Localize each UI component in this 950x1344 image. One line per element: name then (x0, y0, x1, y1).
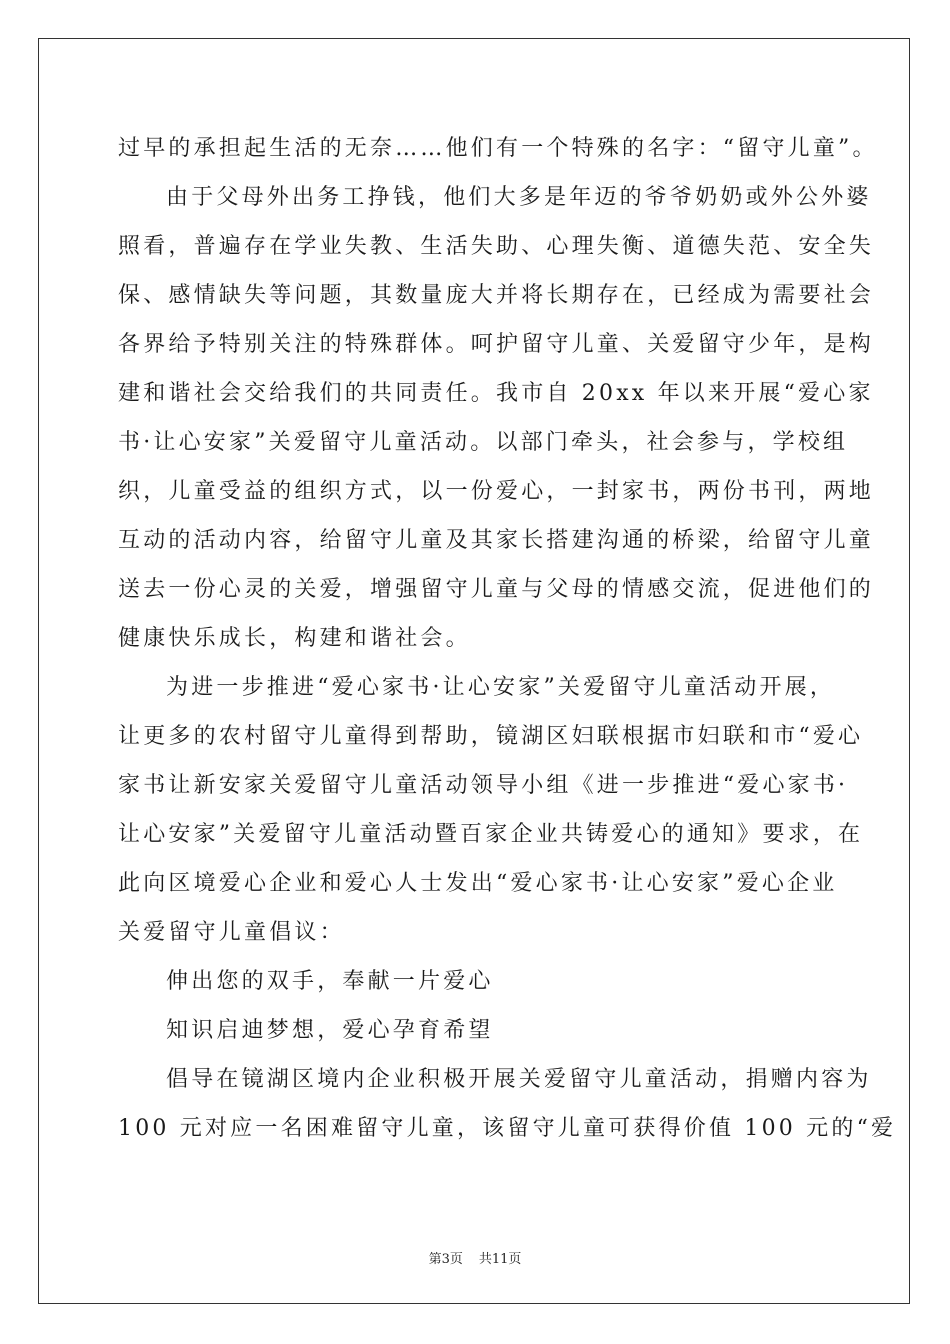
document-body (118, 124, 897, 1153)
text-line: 各界给予特别关注的特殊群体。呵护留守儿童、关爱留守少年，是构 (118, 332, 875, 357)
text-line: 倡导在镜湖区境内企业积极开展关爱留守儿童活动，捐赠内容为 (166, 1067, 872, 1092)
text-line: 健康快乐成长，构建和谐社会。 (118, 626, 471, 651)
text-line: 让心安家”关爱留守儿童活动暨百家企业共铸爱心的通知》要求，在 (118, 822, 864, 847)
text-line: 知识启迪梦想，爱心孕育希望 (166, 1018, 494, 1043)
text-line: 送去一份心灵的关爱，增强留守儿童与父母的情感交流，促进他们的 (118, 577, 875, 602)
text-line: 关爱留守儿童倡议： (118, 920, 345, 945)
page-total: 共11页 (478, 1252, 522, 1267)
text-line: 让更多的农村留守儿童得到帮助，镜湖区妇联根据市妇联和市“爱心 (118, 724, 864, 749)
text-line: 为进一步推进“爱心家书·让心安家”关爱留守儿童活动开展， (166, 675, 836, 700)
text-line: 此向区境爱心企业和爱心人士发出“爱心家书·让心安家”爱心企业 (118, 871, 838, 896)
text-line: 家书让新安家关爱留守儿童活动领导小组《进一步推进“爱心家书· (118, 773, 849, 798)
text-line: 书·让心安家”关爱留守儿童活动。以部门牵头，社会参与，学校组 (118, 430, 849, 455)
text-line: 100 元对应一名困难留守儿童，该留守儿童可获得价值 100 元的“爱 (118, 1116, 897, 1141)
page-footer (0, 1248, 950, 1267)
text-line: 过早的承担起生活的无奈……他们有一个特殊的名字：“留守儿童”。 (118, 136, 878, 161)
page-number: 第3页 (428, 1252, 463, 1267)
text-line: 照看，普遍存在学业失教、生活失助、心理失衡、道德失范、安全失 (118, 234, 875, 259)
text-line: 互动的活动内容，给留守儿童及其家长搭建沟通的桥梁，给留守儿童 (118, 528, 875, 553)
text-line: 建和谐社会交给我们的共同责任。我市自 20xx 年以来开展“爱心家 (118, 381, 874, 406)
text-line: 伸出您的双手，奉献一片爱心 (166, 969, 494, 994)
text-line: 保、感情缺失等问题，其数量庞大并将长期存在，已经成为需要社会 (118, 283, 875, 308)
text-line: 织，儿童受益的组织方式，以一份爱心，一封家书，两份书刊，两地 (118, 479, 875, 504)
text-line: 由于父母外出务工挣钱，他们大多是年迈的爷爷奶奶或外公外婆 (166, 185, 872, 210)
